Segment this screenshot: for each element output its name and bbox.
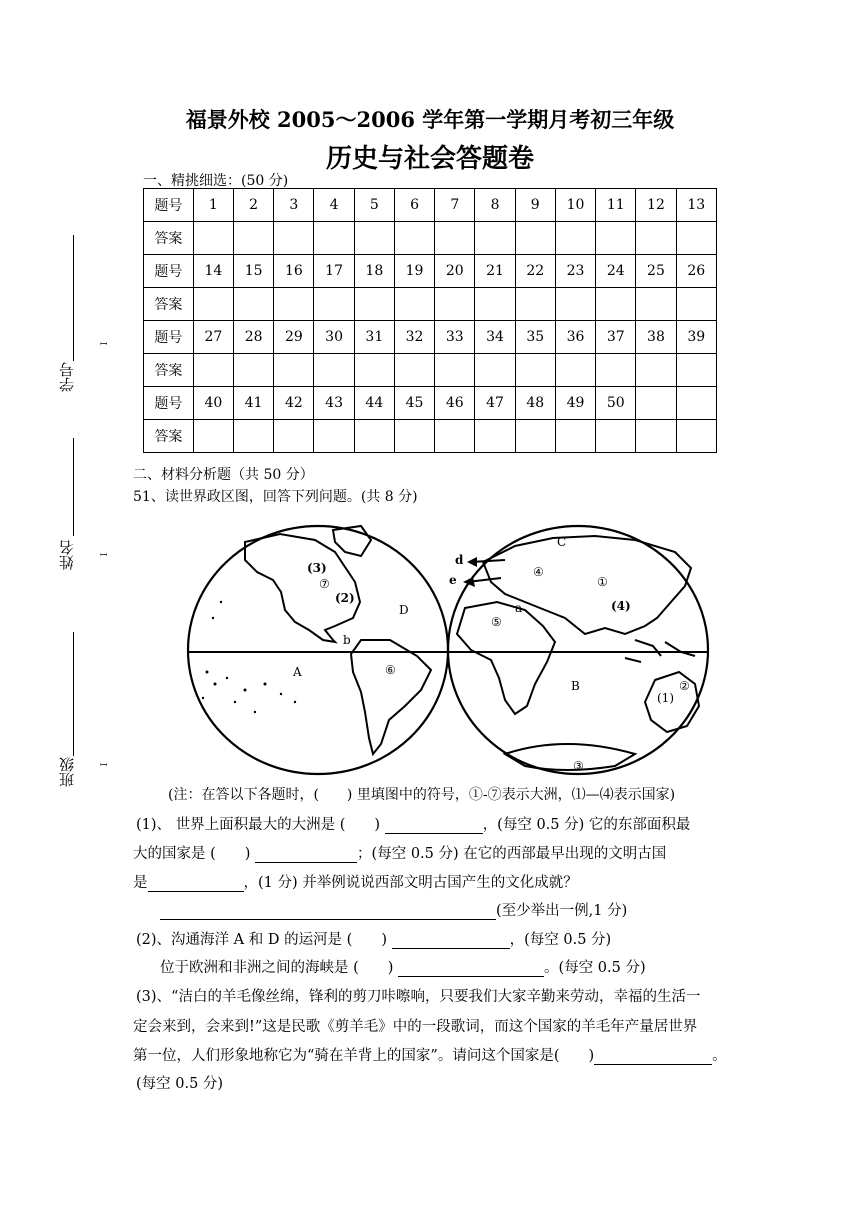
q1-text-e: 是	[133, 875, 148, 891]
answer-table	[143, 188, 717, 453]
question-number-cell: 35	[515, 321, 555, 354]
question-number-cell: 1	[193, 189, 233, 222]
answer-cell[interactable]	[676, 288, 716, 321]
answer-note: (注：在答以下各题时，( ) 里填图中的符号，①-⑦表示大洲，⑴—⑷表示国家)	[168, 787, 676, 803]
q2-text-d: 。(每空 0.5 分)	[544, 960, 646, 976]
section1-heading: 一、精挑细选：(50 分)	[143, 173, 289, 189]
answer-cell[interactable]	[555, 354, 595, 387]
answer-cell[interactable]	[394, 222, 434, 255]
answer-row	[144, 222, 717, 255]
answer-cell[interactable]	[515, 420, 555, 453]
map-label-country-1: (1)	[657, 691, 674, 705]
answer-cell[interactable]	[676, 222, 716, 255]
q1-text-f: ，(1 分) 并举例说说西部文明古国产生的文化成就？	[243, 875, 578, 891]
answer-cell[interactable]	[515, 222, 555, 255]
map-label-africa: ⑤	[491, 615, 502, 629]
q1-line2	[133, 844, 666, 863]
question-number-cell: 31	[354, 321, 394, 354]
q2-line2	[160, 958, 646, 977]
question-number-cell: 48	[515, 387, 555, 420]
q1-blank-ancient-civilization[interactable]	[148, 873, 244, 892]
answer-cell[interactable]	[234, 354, 274, 387]
question-number-cell: 15	[234, 255, 274, 288]
answer-cell[interactable]	[354, 354, 394, 387]
question-number-cell: 39	[676, 321, 716, 354]
answer-row	[144, 354, 717, 387]
q2-blank-strait[interactable]	[398, 958, 544, 977]
map-label-europe: ④	[533, 565, 544, 579]
answer-cell[interactable]	[234, 222, 274, 255]
row-label-answer: 答案	[144, 420, 194, 453]
answer-cell[interactable]	[435, 420, 475, 453]
answer-cell[interactable]	[515, 354, 555, 387]
binding-mark: ꟷ	[100, 761, 108, 771]
q1-line1	[136, 815, 690, 834]
row-label-question: 题号	[144, 255, 194, 288]
south-america-outline	[351, 640, 431, 754]
question-number-row	[144, 255, 717, 288]
question-number-cell: 5	[354, 189, 394, 222]
pacific-islands	[202, 601, 296, 713]
answer-cell[interactable]	[274, 288, 314, 321]
row-label-question: 题号	[144, 189, 194, 222]
answer-cell[interactable]	[234, 420, 274, 453]
eurasia-outline	[483, 536, 691, 634]
answer-cell[interactable]	[193, 288, 233, 321]
question-number-cell: 38	[636, 321, 676, 354]
q3-text-b: 。	[712, 1048, 727, 1064]
question-number-cell: 18	[354, 255, 394, 288]
answer-row	[144, 288, 717, 321]
answer-cell[interactable]	[314, 354, 354, 387]
answer-cell[interactable]	[676, 354, 716, 387]
q1-text-b: ，(每空 0.5 分) 它的东部面积最	[482, 817, 691, 833]
section2-heading: 二、材料分析题（共 50 分）	[133, 467, 314, 483]
row-label-answer: 答案	[144, 354, 194, 387]
map-label-country-2: (2)	[335, 591, 355, 605]
question-number-cell: 11	[596, 189, 636, 222]
question-number-cell: 22	[515, 255, 555, 288]
q3-line4: (每空 0.5 分)	[136, 1076, 224, 1092]
q1-line4	[160, 901, 627, 920]
map-label-south-america: ⑥	[385, 663, 396, 677]
question-number-cell: 43	[314, 387, 354, 420]
binding-mark: ꟷ	[100, 340, 108, 350]
exam-title-line1: 福景外校 2005～2006 学年第一学期月考初三年级	[185, 107, 675, 132]
question-number-cell: 40	[193, 387, 233, 420]
answer-cell[interactable]	[435, 288, 475, 321]
q2-line1	[136, 930, 611, 949]
map-label-a: a	[515, 601, 523, 615]
question-number-cell: 4	[314, 189, 354, 222]
student-no-label: 学号	[58, 362, 76, 392]
answer-cell[interactable]	[274, 222, 314, 255]
q3-line1: (3)、“洁白的羊毛像丝绵，锋利的剪刀咔嚓响，只要我们大家辛勤来劳动，幸福的生活一	[136, 989, 701, 1005]
map-label-C: C	[557, 535, 567, 549]
q1-text-d: ；(每空 0.5 分) 在它的西部最早出现的文明古国	[357, 846, 667, 862]
q1-blank-cultural-achievement[interactable]	[160, 901, 496, 920]
class-line	[73, 632, 74, 756]
q3-text-a: 第一位，人们形象地称它为“骑在羊背上的国家”。请问这个国家是( )	[133, 1048, 595, 1064]
answer-cell[interactable]	[394, 420, 434, 453]
question-number-cell: 30	[314, 321, 354, 354]
answer-cell[interactable]	[596, 222, 636, 255]
answer-cell[interactable]	[314, 288, 354, 321]
question-number-cell: 28	[234, 321, 274, 354]
binding-mark: ꟷ	[100, 551, 108, 561]
answer-cell[interactable]	[435, 222, 475, 255]
q1-text-c: 大的国家是 ( )	[133, 846, 251, 862]
question-number-cell: 46	[435, 387, 475, 420]
question-number-cell: 50	[596, 387, 636, 420]
q1-blank-largest-continent[interactable]	[385, 815, 483, 834]
question-number-cell: 32	[394, 321, 434, 354]
eastern-hemisphere-outline	[448, 526, 708, 774]
answer-cell[interactable]	[636, 222, 676, 255]
answer-cell[interactable]	[314, 222, 354, 255]
antarctica-outline	[505, 744, 635, 770]
map-label-b: b	[343, 633, 351, 647]
class-label: 班级	[58, 757, 76, 787]
answer-cell[interactable]	[193, 420, 233, 453]
question-number-cell: 20	[435, 255, 475, 288]
answer-cell[interactable]	[636, 354, 676, 387]
question-number-cell: 9	[515, 189, 555, 222]
answer-row	[144, 420, 717, 453]
question-number-cell: 13	[676, 189, 716, 222]
answer-cell[interactable]	[354, 222, 394, 255]
answer-cell[interactable]	[274, 420, 314, 453]
answer-cell[interactable]	[314, 420, 354, 453]
question-number-cell: 3	[274, 189, 314, 222]
arrow-e-head	[463, 577, 475, 587]
question-number-cell: 24	[596, 255, 636, 288]
answer-cell[interactable]	[394, 288, 434, 321]
question-number-cell	[676, 387, 716, 420]
q2-blank-canal[interactable]	[392, 930, 510, 949]
answer-cell[interactable]	[555, 222, 595, 255]
map-label-oceania: ②	[679, 679, 690, 693]
question-number-cell: 2	[234, 189, 274, 222]
q3-line3	[133, 1046, 727, 1065]
answer-cell[interactable]	[636, 288, 676, 321]
answer-cell[interactable]	[596, 354, 636, 387]
exam-title-line2: 历史与社会答题卷	[325, 144, 534, 174]
answer-cell[interactable]	[676, 420, 716, 453]
question-number-row	[144, 387, 717, 420]
q2-text-c: 位于欧洲和非洲之间的海峡是 ( )	[160, 960, 394, 976]
question-number-cell: 42	[274, 387, 314, 420]
question-number-cell: 41	[234, 387, 274, 420]
answer-cell[interactable]	[596, 288, 636, 321]
question-number-cell: 25	[636, 255, 676, 288]
answer-cell[interactable]	[475, 354, 515, 387]
answer-cell[interactable]	[596, 420, 636, 453]
answer-cell[interactable]	[394, 354, 434, 387]
question-number-cell: 27	[193, 321, 233, 354]
map-label-A: A	[293, 665, 302, 679]
question-number-cell: 33	[435, 321, 475, 354]
map-label-D: D	[399, 603, 409, 617]
question-number-cell: 23	[555, 255, 595, 288]
row-label-question: 题号	[144, 387, 194, 420]
question-number-cell: 12	[636, 189, 676, 222]
answer-cell[interactable]	[475, 288, 515, 321]
row-label-answer: 答案	[144, 288, 194, 321]
map-label-north-america: ⑦	[319, 577, 330, 591]
map-label-d: d	[455, 553, 464, 567]
q3-line2: 定会来到，会来到!”这是民歌《剪羊毛》中的一段歌词，而这个国家的羊毛年产量居世界	[133, 1019, 698, 1035]
question-number-cell: 34	[475, 321, 515, 354]
question-number-cell	[636, 387, 676, 420]
map-label-asia: ①	[597, 575, 608, 589]
q3-blank-country[interactable]	[594, 1046, 712, 1065]
q1-text-g: (至少举出一例,1 分)	[496, 903, 628, 919]
question-51-prompt: 51、读世界政区图，回答下列问题。(共 8 分)	[133, 489, 418, 505]
answer-cell[interactable]	[354, 420, 394, 453]
question-number-cell: 21	[475, 255, 515, 288]
row-label-answer: 答案	[144, 222, 194, 255]
answer-cell[interactable]	[354, 288, 394, 321]
q2-text-b: ，(每空 0.5 分)	[509, 932, 612, 948]
world-political-map	[185, 522, 711, 778]
question-number-cell: 7	[435, 189, 475, 222]
row-label-question: 题号	[144, 321, 194, 354]
answer-cell[interactable]	[555, 288, 595, 321]
question-number-row	[144, 189, 717, 222]
question-number-cell: 44	[354, 387, 394, 420]
q1-line3	[133, 873, 578, 892]
question-number-cell: 47	[475, 387, 515, 420]
question-number-cell: 49	[555, 387, 595, 420]
question-number-row	[144, 321, 717, 354]
answer-cell[interactable]	[274, 354, 314, 387]
map-label-B: B	[571, 679, 580, 693]
question-number-cell: 26	[676, 255, 716, 288]
question-number-cell: 17	[314, 255, 354, 288]
answer-cell[interactable]	[515, 288, 555, 321]
q1-text-a: (1)、 世界上面积最大的大洲是 ( )	[136, 817, 381, 833]
map-label-country-3: (3)	[307, 561, 327, 575]
name-line	[73, 438, 74, 536]
name-label: 姓名	[58, 540, 76, 570]
question-number-cell: 37	[596, 321, 636, 354]
map-label-country-4: (4)	[611, 599, 631, 613]
answer-cell[interactable]	[234, 288, 274, 321]
student-no-line	[73, 235, 74, 361]
answer-cell[interactable]	[193, 354, 233, 387]
question-number-cell: 36	[555, 321, 595, 354]
question-number-cell: 45	[394, 387, 434, 420]
question-number-cell: 6	[394, 189, 434, 222]
question-number-cell: 16	[274, 255, 314, 288]
arrow-d-head	[467, 557, 477, 567]
q2-text-a: (2)、沟通海洋 A 和 D 的运河是 ( )	[136, 932, 387, 948]
africa-outline	[457, 602, 555, 714]
map-label-antarctica: ③	[573, 759, 584, 773]
question-number-cell: 14	[193, 255, 233, 288]
answer-cell[interactable]	[475, 222, 515, 255]
question-number-cell: 19	[394, 255, 434, 288]
answer-cell[interactable]	[475, 420, 515, 453]
answer-cell[interactable]	[435, 354, 475, 387]
answer-cell[interactable]	[555, 420, 595, 453]
question-number-cell: 29	[274, 321, 314, 354]
answer-cell[interactable]	[636, 420, 676, 453]
q1-blank-largest-country[interactable]	[255, 844, 357, 863]
answer-cell[interactable]	[193, 222, 233, 255]
question-number-cell: 10	[555, 189, 595, 222]
map-label-e: e	[449, 573, 457, 587]
question-number-cell: 8	[475, 189, 515, 222]
